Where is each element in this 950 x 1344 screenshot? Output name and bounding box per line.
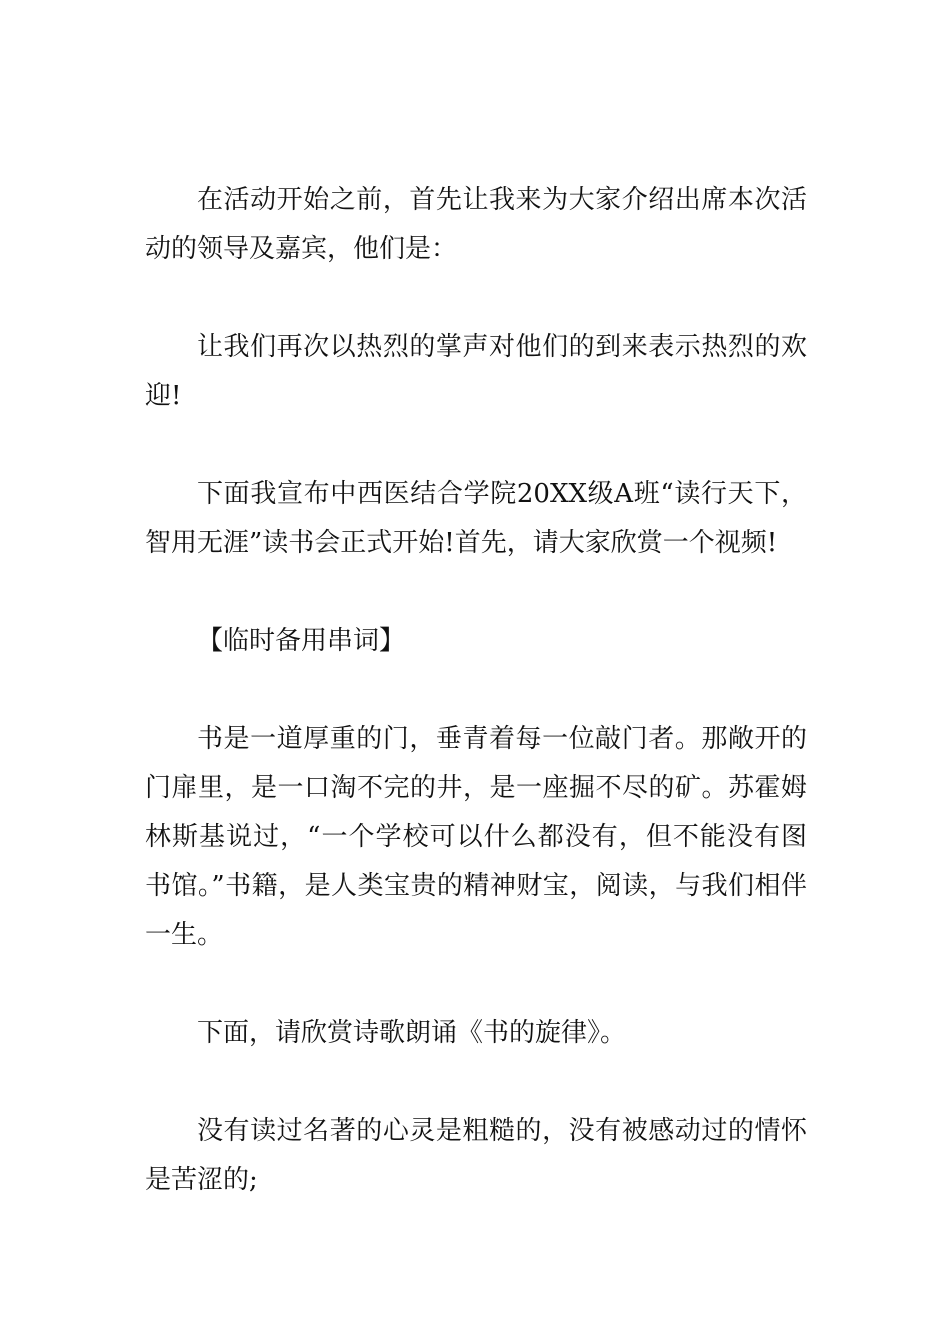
paragraph-announcement: 下面我宣布中西医结合学院20XX级A班“读行天下，智用无涯”读书会正式开始!首先，请大家欣赏一个视频!: [145, 479, 807, 558]
paragraph-poem-intro: 下面，请欣赏诗歌朗诵《书的旋律》。: [197, 1018, 627, 1048]
paragraph-spacer: [145, 421, 807, 470]
section-heading-backup-lines: 【临时备用串词】: [197, 626, 406, 656]
document-body: [145, 176, 807, 1205]
paragraph-welcome: 让我们再次以热烈的掌声对他们的到来表示热烈的欢迎!: [145, 332, 807, 411]
paragraph-book-quote: 书是一道厚重的门，垂青着每一位敲门者。那敞开的门扉里，是一口淘不完的井，是一座掘不尽的矿。苏霍姆林斯基说过，“一个学校可以什么都没有，但不能没有图书馆。”书籍，是人类宝贵的精神财宝，阅读，与我们相伴一生。: [145, 724, 807, 950]
paragraph-spacer: [145, 960, 807, 1009]
paragraph-spacer: [145, 274, 807, 323]
paragraph-intro-guests: 在活动开始之前，首先让我来为大家介绍出席本次活动的领导及嘉宾，他们是：: [145, 185, 807, 264]
paragraph-spacer: [145, 568, 807, 617]
paragraph-spacer: [145, 666, 807, 715]
paragraph-classics: 没有读过名著的心灵是粗糙的，没有被感动过的情怀是苦涩的;: [145, 1116, 807, 1195]
paragraph-spacer: [145, 1058, 807, 1107]
